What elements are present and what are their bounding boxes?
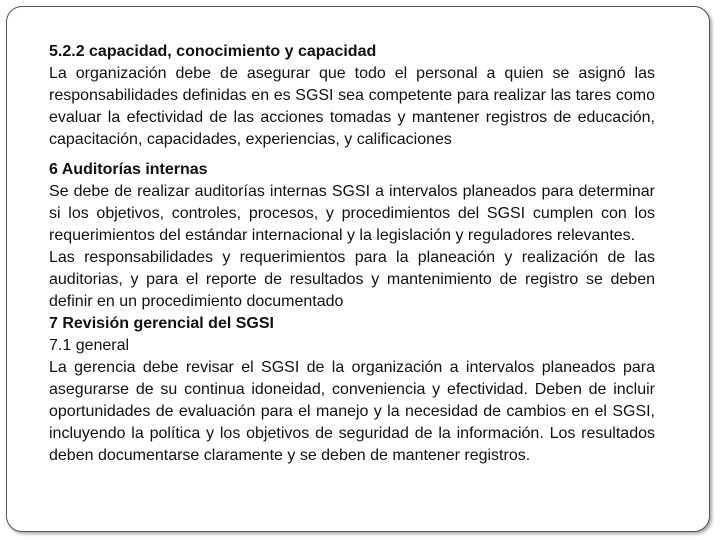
slide-content (49, 41, 655, 467)
section-7-body: La gerencia debe revisar el SGSI de la organización a intervalos planeados para asegurarse de su continua idoneidad, conveniencia y efectividad. Deben de incluir oportunidades de evaluación para el manejo y la necesidad de cambios en el SGSI, incluyendo la política y los objetivos de seguridad de la información. Los resultados deben documentarse claramente y se deben de mantener registros. (49, 359, 655, 464)
section-7-subtitle: 7.1 general (49, 337, 130, 354)
section-522-body: La organización debe de asegurar que todo el personal a quien se asignó las responsabilidades definidas en es SGSI sea competente para realizar las tares como evaluar la efectividad de las acciones tomadas y mantener registros de educación, capacitación, capacidades, experiencias, y calificaciones (49, 65, 655, 148)
section-6-body-1: Se debe de realizar auditorías internas SGSI a intervalos planeados para determinar si los objetivos, controles, procesos, y procedimientos del SGSI cumplen con los requerimientos del estándar internacional y la legislación y reguladores relevantes. (49, 183, 655, 244)
section-7-title: 7 Revisión gerencial del SGSI (49, 315, 274, 332)
section-522-title: 5.2.2 capacidad, conocimiento y capacidad (49, 43, 377, 60)
section-6-title: 6 Auditorías internas (49, 161, 208, 178)
section-6-body-2: Las responsabilidades y requerimientos para la planeación y realización de las auditorias, y para el reporte de resultados y mantenimiento de registro se deben definir en un procedimiento documentado (49, 249, 655, 310)
